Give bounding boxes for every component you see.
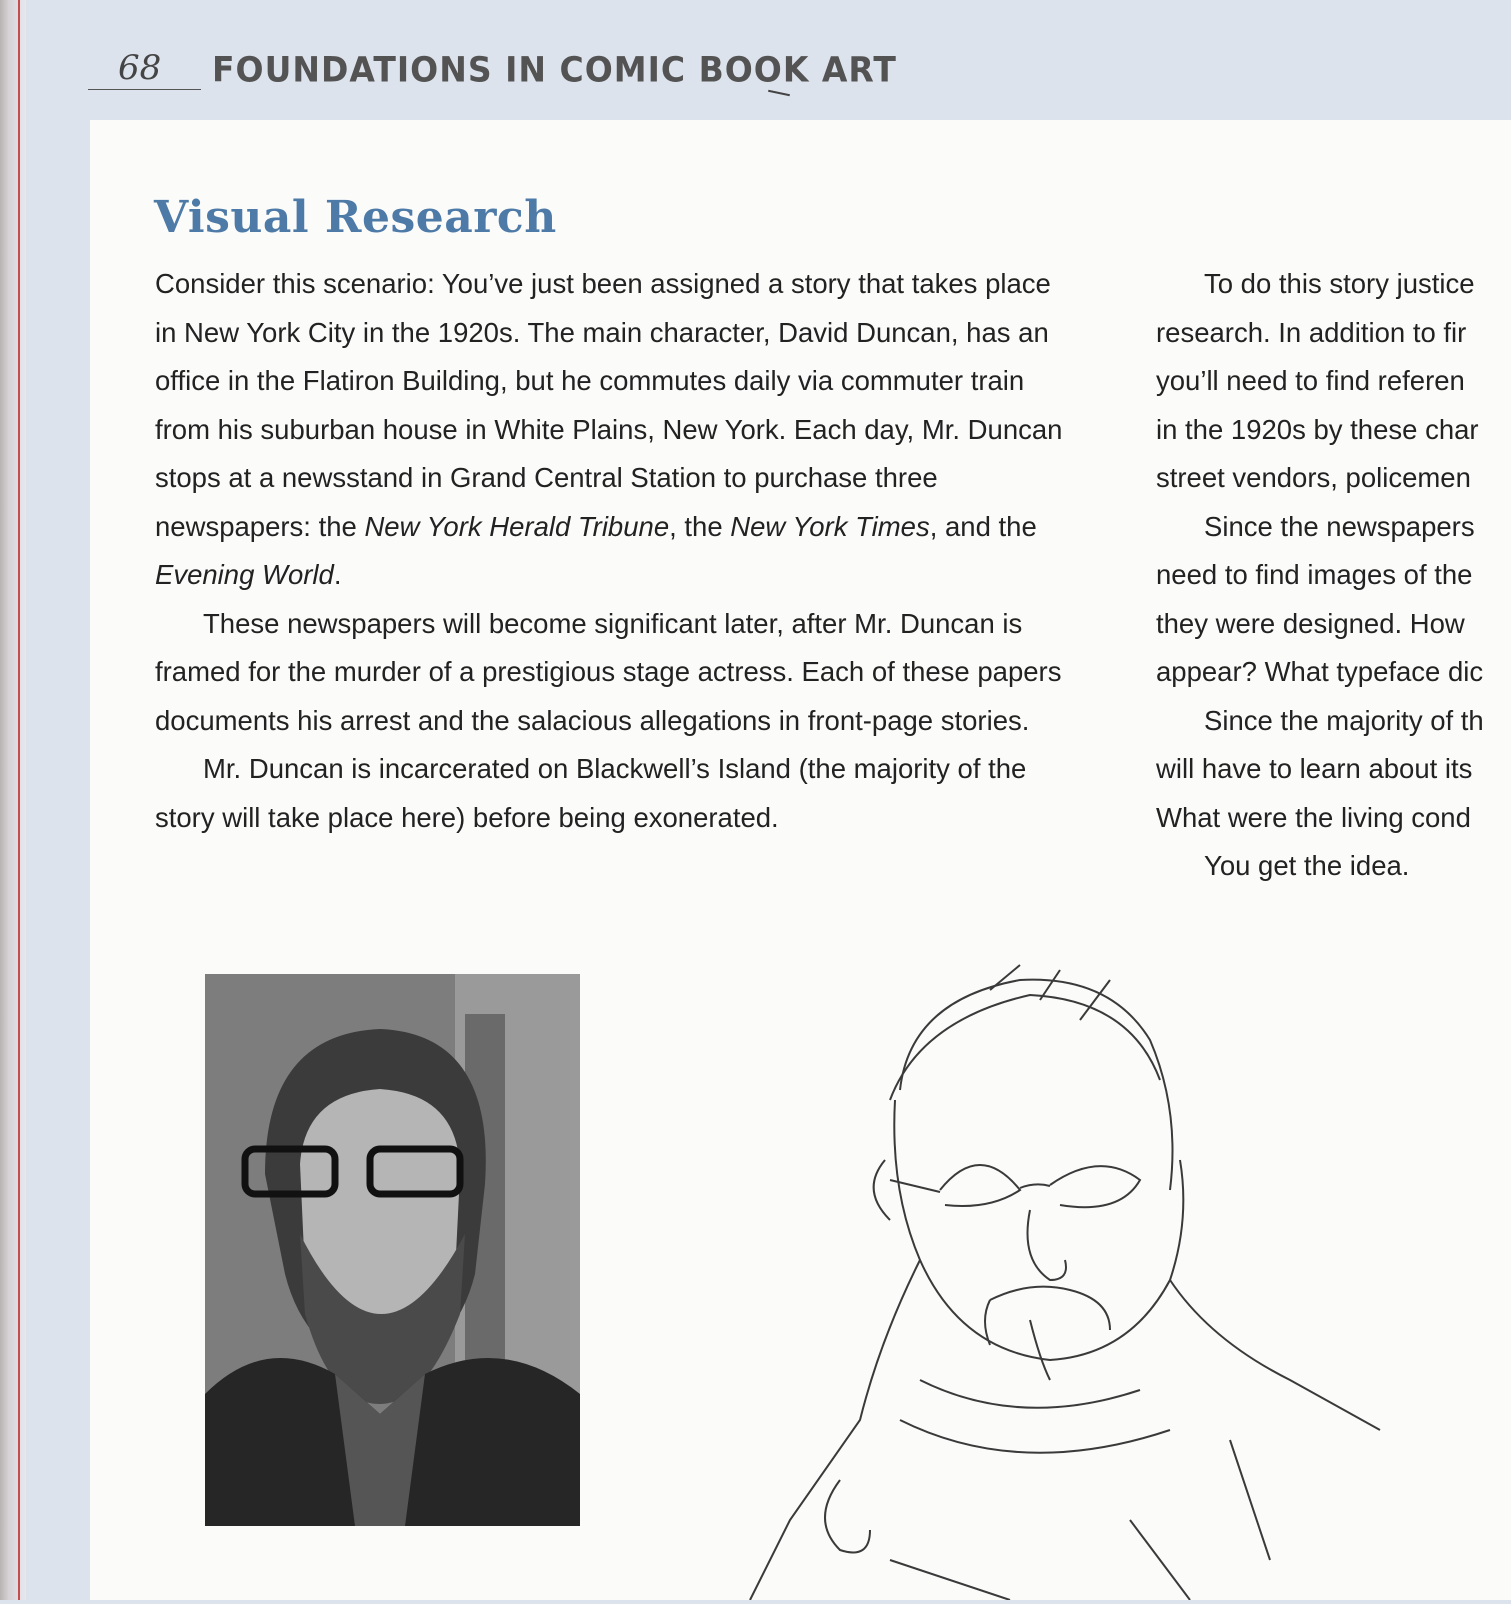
right-line: research. In addition to fir (1156, 316, 1467, 348)
portrait-photo-graphic (205, 974, 580, 1526)
newspaper-title-times: New York Times (730, 510, 930, 542)
newspaper-title-evening-world: Evening World (155, 559, 334, 590)
paragraph-2: These newspapers will become significant later, after Mr. Duncan is framed for the murder of a prestigious stage actress. Each of these papers documents his arrest and the salacious allegations in front-page stories. (155, 607, 1062, 736)
paragraph-1-end: . (333, 559, 342, 590)
newspaper-title-herald: New York Herald Tribune (364, 510, 670, 542)
content-panel (90, 120, 1511, 1600)
right-text-column (1156, 260, 1511, 891)
section-heading: Visual Research (154, 192, 557, 243)
right-line: Since the majority of th (1204, 704, 1484, 736)
right-line: What were the living cond (1156, 801, 1471, 833)
paragraph-3: Mr. Duncan is incarcerated on Blackwell’s Island (the majority of the story will take place here) before being exonerated. (155, 753, 1027, 833)
right-line: they were designed. How (1156, 607, 1465, 639)
pencil-mark (768, 90, 790, 97)
paragraph-1 (155, 260, 1075, 600)
right-line: To do this story justice (1204, 268, 1475, 299)
page-number: 68 (118, 48, 162, 88)
separator: , the (669, 510, 731, 542)
paragraph-1-text: Consider this scenario: You’ve just been assigned a story that takes place in New York City in the 1920s. The main character, David Duncan, has an office in the Flatiron Building, but he commutes daily via commuter train from his suburban house in White Plains, New York. Each day, Mr. Duncan stops at a newsstand in Grand Central Station to purchase three newspapers: the (155, 268, 1063, 542)
right-line: You get the idea. (1204, 850, 1410, 881)
page-spine-edge (18, 0, 20, 1600)
right-line: street vendors, policemen (1156, 462, 1471, 493)
separator: , and the (929, 510, 1037, 542)
right-line: Since the newspapers (1204, 510, 1475, 542)
right-line: in the 1920s by these char (1156, 413, 1479, 445)
page-number-underline (88, 89, 201, 90)
running-head: FOUNDATIONS IN COMIC BOOK ART (212, 49, 897, 90)
left-text-column (155, 260, 1075, 842)
right-line: you’ll need to find referen (1156, 365, 1465, 396)
portrait-photo (205, 974, 580, 1526)
page-header (88, 40, 1088, 100)
right-line: will have to learn about its (1156, 753, 1473, 784)
right-line: appear? What typeface dic (1156, 656, 1484, 687)
pencil-sketch-graphic (690, 960, 1390, 1600)
page-spine-shadow (0, 0, 26, 1600)
pencil-sketch-portrait (690, 960, 1390, 1600)
right-line: need to find images of the (1156, 559, 1473, 590)
